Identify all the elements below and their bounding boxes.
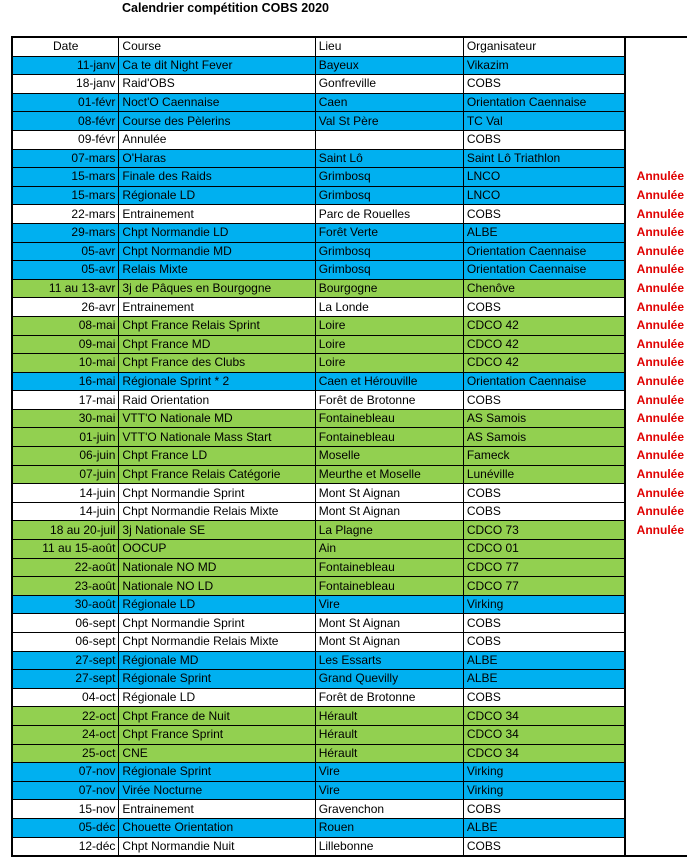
row-organisateur: CDCO 34 bbox=[463, 725, 625, 744]
row-course: Régionale LD bbox=[119, 688, 315, 707]
table-row bbox=[12, 409, 687, 428]
row-status bbox=[625, 763, 687, 782]
row-lieu: Gravenchon bbox=[315, 800, 463, 819]
row-course: Chpt France MD bbox=[119, 335, 315, 354]
row-status: Annulée bbox=[636, 243, 684, 258]
row-lieu: Fontainebleau bbox=[315, 577, 463, 596]
table-row bbox=[12, 800, 687, 819]
row-organisateur: Virking bbox=[463, 763, 625, 782]
row-course: Chpt France des Clubs bbox=[119, 354, 315, 373]
row-status bbox=[625, 837, 687, 856]
row-date: 30-août bbox=[12, 595, 119, 614]
header-course: Course bbox=[119, 37, 315, 56]
row-organisateur: Orientation Caennaise bbox=[463, 261, 625, 280]
row-status: Annulée bbox=[636, 448, 684, 463]
row-status bbox=[625, 56, 687, 75]
row-lieu: Moselle bbox=[315, 447, 463, 466]
row-course: Entrainement bbox=[119, 298, 315, 317]
row-lieu: Bayeux bbox=[315, 56, 463, 75]
row-date: 23-août bbox=[12, 577, 119, 596]
row-status: Annulée bbox=[636, 225, 684, 240]
row-lieu: Mont St Aignan bbox=[315, 633, 463, 652]
row-organisateur: Lunéville bbox=[463, 465, 625, 484]
table-row bbox=[12, 56, 687, 75]
row-course: O'Haras bbox=[119, 149, 315, 168]
row-status: Annulée bbox=[636, 355, 684, 370]
table-row bbox=[12, 540, 687, 559]
row-status: Annulée bbox=[636, 188, 684, 203]
table-row bbox=[12, 75, 687, 94]
table-row bbox=[12, 223, 687, 242]
row-course: Chpt Normandie Relais Mixte bbox=[119, 502, 315, 521]
row-date: 06-sept bbox=[12, 633, 119, 652]
row-course: Chpt France de Nuit bbox=[119, 707, 315, 726]
row-date: 16-mai bbox=[12, 372, 119, 391]
row-date: 06-juin bbox=[12, 447, 119, 466]
row-date: 12-déc bbox=[12, 837, 119, 856]
row-course: Annulée bbox=[119, 130, 315, 149]
table-row bbox=[12, 261, 687, 280]
row-lieu: Forêt de Brotonne bbox=[315, 391, 463, 410]
row-status: Annulée bbox=[636, 299, 684, 314]
row-course: Chpt France Sprint bbox=[119, 725, 315, 744]
row-lieu: Les Essarts bbox=[315, 651, 463, 670]
row-date: 07-nov bbox=[12, 763, 119, 782]
row-course: Ca te dit Night Fever bbox=[119, 56, 315, 75]
row-course: Raid'OBS bbox=[119, 75, 315, 94]
table-row bbox=[12, 447, 687, 466]
table-row bbox=[12, 335, 687, 354]
row-date: 09-févr bbox=[12, 130, 119, 149]
row-organisateur: COBS bbox=[463, 205, 625, 224]
row-organisateur: Saint Lô Triathlon bbox=[463, 149, 625, 168]
row-organisateur: COBS bbox=[463, 298, 625, 317]
row-organisateur: Orientation Caennaise bbox=[463, 242, 625, 261]
header-date: Date bbox=[12, 37, 119, 56]
table-row bbox=[12, 763, 687, 782]
row-course: Nationale NO MD bbox=[119, 558, 315, 577]
row-status: Annulée bbox=[636, 262, 684, 277]
row-status bbox=[625, 707, 687, 726]
row-date: 07-juin bbox=[12, 465, 119, 484]
table-row bbox=[12, 168, 687, 187]
row-lieu: Lillebonne bbox=[315, 837, 463, 856]
row-lieu: Forêt de Brotonne bbox=[315, 688, 463, 707]
row-organisateur: ALBE bbox=[463, 651, 625, 670]
row-date: 22-août bbox=[12, 558, 119, 577]
row-status bbox=[625, 633, 687, 652]
row-course: Raid Orientation bbox=[119, 391, 315, 410]
row-lieu bbox=[315, 130, 463, 149]
table-row bbox=[12, 428, 687, 447]
row-organisateur: COBS bbox=[463, 391, 625, 410]
row-organisateur: COBS bbox=[463, 688, 625, 707]
row-lieu: Mont St Aignan bbox=[315, 502, 463, 521]
table-row bbox=[12, 577, 687, 596]
row-course: Chpt Normandie Sprint bbox=[119, 484, 315, 503]
row-organisateur: COBS bbox=[463, 614, 625, 633]
row-course: OOCUP bbox=[119, 540, 315, 559]
row-course: Virée Nocturne bbox=[119, 781, 315, 800]
row-course: Entrainement bbox=[119, 205, 315, 224]
row-status: Annulée bbox=[636, 429, 684, 444]
row-date: 04-oct bbox=[12, 688, 119, 707]
row-status bbox=[625, 577, 687, 596]
row-date: 15-mars bbox=[12, 186, 119, 205]
table-row bbox=[12, 744, 687, 763]
table-row bbox=[12, 484, 687, 503]
row-lieu: Hérault bbox=[315, 744, 463, 763]
row-organisateur: CDCO 42 bbox=[463, 335, 625, 354]
row-course: Finale des Raids bbox=[119, 168, 315, 187]
row-date: 05-avr bbox=[12, 242, 119, 261]
row-date: 05-avr bbox=[12, 261, 119, 280]
calendar-table bbox=[11, 36, 687, 857]
header-row bbox=[12, 37, 687, 56]
row-date: 14-juin bbox=[12, 484, 119, 503]
row-organisateur: COBS bbox=[463, 837, 625, 856]
table-row bbox=[12, 316, 687, 335]
row-status bbox=[625, 112, 687, 131]
row-status: Annulée bbox=[636, 504, 684, 519]
table-row bbox=[12, 354, 687, 373]
row-course: Chouette Orientation bbox=[119, 818, 315, 837]
row-lieu: Meurthe et Moselle bbox=[315, 465, 463, 484]
row-organisateur: COBS bbox=[463, 502, 625, 521]
row-date: 25-oct bbox=[12, 744, 119, 763]
row-date: 10-mai bbox=[12, 354, 119, 373]
row-course: Chpt Normandie Relais Mixte bbox=[119, 633, 315, 652]
row-course: Régionale LD bbox=[119, 186, 315, 205]
row-course: Régionale LD bbox=[119, 595, 315, 614]
header-status bbox=[625, 37, 687, 56]
row-date: 11-janv bbox=[12, 56, 119, 75]
row-organisateur: Vikazim bbox=[463, 56, 625, 75]
row-lieu: Forêt Verte bbox=[315, 223, 463, 242]
table-row bbox=[12, 112, 687, 131]
row-lieu: Grimbosq bbox=[315, 186, 463, 205]
row-organisateur: COBS bbox=[463, 75, 625, 94]
row-status bbox=[625, 670, 687, 689]
row-lieu: Grand Quevilly bbox=[315, 670, 463, 689]
row-organisateur: Orientation Caennaise bbox=[463, 372, 625, 391]
table-row bbox=[12, 391, 687, 410]
row-date: 11 au 15-août bbox=[12, 540, 119, 559]
table-row bbox=[12, 205, 687, 224]
row-course: Entrainement bbox=[119, 800, 315, 819]
row-lieu: Gonfreville bbox=[315, 75, 463, 94]
row-course: Relais Mixte bbox=[119, 261, 315, 280]
table-row bbox=[12, 93, 687, 112]
row-course: Chpt Normandie MD bbox=[119, 242, 315, 261]
row-lieu: Fontainebleau bbox=[315, 428, 463, 447]
row-status bbox=[625, 744, 687, 763]
row-lieu: Fontainebleau bbox=[315, 558, 463, 577]
row-status: Annulée bbox=[636, 485, 684, 500]
row-lieu: Mont St Aignan bbox=[315, 484, 463, 503]
row-lieu: La Plagne bbox=[315, 521, 463, 540]
row-status bbox=[625, 614, 687, 633]
row-organisateur: LNCO bbox=[463, 168, 625, 187]
row-date: 22-oct bbox=[12, 707, 119, 726]
row-status: Annulée bbox=[636, 169, 684, 184]
row-status bbox=[625, 651, 687, 670]
row-lieu: Grimbosq bbox=[315, 168, 463, 187]
row-organisateur: ALBE bbox=[463, 223, 625, 242]
row-course: Noct'O Caennaise bbox=[119, 93, 315, 112]
row-organisateur: COBS bbox=[463, 130, 625, 149]
row-organisateur: CDCO 01 bbox=[463, 540, 625, 559]
row-status bbox=[625, 149, 687, 168]
row-organisateur: Chenôve bbox=[463, 279, 625, 298]
row-lieu: Loire bbox=[315, 354, 463, 373]
row-lieu: Vire bbox=[315, 763, 463, 782]
row-lieu: Rouen bbox=[315, 818, 463, 837]
row-organisateur: CDCO 77 bbox=[463, 577, 625, 596]
row-date: 29-mars bbox=[12, 223, 119, 242]
row-status bbox=[625, 725, 687, 744]
row-date: 30-mai bbox=[12, 409, 119, 428]
table-row bbox=[12, 781, 687, 800]
table-row bbox=[12, 688, 687, 707]
row-status: Annulée bbox=[636, 373, 684, 388]
row-status bbox=[625, 130, 687, 149]
row-status bbox=[625, 93, 687, 112]
table-row bbox=[12, 502, 687, 521]
row-date: 08-mai bbox=[12, 316, 119, 335]
row-organisateur: Virking bbox=[463, 595, 625, 614]
row-date: 06-sept bbox=[12, 614, 119, 633]
row-lieu: Ain bbox=[315, 540, 463, 559]
table-row bbox=[12, 372, 687, 391]
row-organisateur: CDCO 34 bbox=[463, 744, 625, 763]
row-course: 3j de Pâques en Bourgogne bbox=[119, 279, 315, 298]
table-row bbox=[12, 818, 687, 837]
row-organisateur: CDCO 42 bbox=[463, 354, 625, 373]
row-course: VTT'O Nationale MD bbox=[119, 409, 315, 428]
row-lieu: Vire bbox=[315, 781, 463, 800]
row-course: Régionale Sprint * 2 bbox=[119, 372, 315, 391]
row-date: 18-janv bbox=[12, 75, 119, 94]
table-row bbox=[12, 465, 687, 484]
table-row bbox=[12, 279, 687, 298]
row-status bbox=[625, 800, 687, 819]
row-status bbox=[625, 781, 687, 800]
row-date: 01-févr bbox=[12, 93, 119, 112]
row-lieu: Grimbosq bbox=[315, 242, 463, 261]
table-row bbox=[12, 521, 687, 540]
row-date: 11 au 13-avr bbox=[12, 279, 119, 298]
row-lieu: Grimbosq bbox=[315, 261, 463, 280]
row-course: Course des Pèlerins bbox=[119, 112, 315, 131]
header-organisateur: Organisateur bbox=[463, 37, 625, 56]
row-status: Annulée bbox=[636, 466, 684, 481]
row-organisateur: AS Samois bbox=[463, 428, 625, 447]
row-course: Régionale Sprint bbox=[119, 670, 315, 689]
table-row bbox=[12, 633, 687, 652]
row-course: CNE bbox=[119, 744, 315, 763]
row-organisateur: Fameck bbox=[463, 447, 625, 466]
row-course: 3j Nationale SE bbox=[119, 521, 315, 540]
row-status: Annulée bbox=[636, 281, 684, 296]
row-organisateur: AS Samois bbox=[463, 409, 625, 428]
row-lieu: Hérault bbox=[315, 725, 463, 744]
row-date: 15-nov bbox=[12, 800, 119, 819]
table-row bbox=[12, 130, 687, 149]
row-course: Régionale Sprint bbox=[119, 763, 315, 782]
table-row bbox=[12, 614, 687, 633]
row-date: 22-mars bbox=[12, 205, 119, 224]
row-date: 18 au 20-juil bbox=[12, 521, 119, 540]
row-organisateur: CDCO 42 bbox=[463, 316, 625, 335]
row-status: Annulée bbox=[636, 336, 684, 351]
row-lieu: Mont St Aignan bbox=[315, 614, 463, 633]
row-organisateur: COBS bbox=[463, 800, 625, 819]
calendar-body bbox=[12, 37, 687, 856]
table-row bbox=[12, 725, 687, 744]
row-organisateur: ALBE bbox=[463, 818, 625, 837]
row-course: Régionale MD bbox=[119, 651, 315, 670]
row-status: Annulée bbox=[636, 206, 684, 221]
header-lieu: Lieu bbox=[315, 37, 463, 56]
row-status bbox=[625, 558, 687, 577]
row-lieu: Fontainebleau bbox=[315, 409, 463, 428]
table-row bbox=[12, 558, 687, 577]
row-lieu: Saint Lô bbox=[315, 149, 463, 168]
page-title: Calendrier compétition COBS 2020 bbox=[122, 1, 330, 15]
row-date: 07-mars bbox=[12, 149, 119, 168]
table-row bbox=[12, 149, 687, 168]
row-lieu: Hérault bbox=[315, 707, 463, 726]
row-lieu: Bourgogne bbox=[315, 279, 463, 298]
row-date: 24-oct bbox=[12, 725, 119, 744]
row-date: 27-sept bbox=[12, 670, 119, 689]
row-date: 26-avr bbox=[12, 298, 119, 317]
table-row bbox=[12, 670, 687, 689]
table-row bbox=[12, 595, 687, 614]
row-lieu: Parc de Rouelles bbox=[315, 205, 463, 224]
row-course: Chpt France Relais Sprint bbox=[119, 316, 315, 335]
row-course: Nationale NO LD bbox=[119, 577, 315, 596]
row-organisateur: Orientation Caennaise bbox=[463, 93, 625, 112]
row-lieu: Caen et Hérouville bbox=[315, 372, 463, 391]
table-row bbox=[12, 707, 687, 726]
row-course: Chpt Normandie Nuit bbox=[119, 837, 315, 856]
table-row bbox=[12, 651, 687, 670]
row-course: Chpt France Relais Catégorie bbox=[119, 465, 315, 484]
row-course: VTT'O Nationale Mass Start bbox=[119, 428, 315, 447]
row-lieu: Val St Père bbox=[315, 112, 463, 131]
row-course: Chpt Normandie Sprint bbox=[119, 614, 315, 633]
row-date: 17-mai bbox=[12, 391, 119, 410]
row-lieu: La Londe bbox=[315, 298, 463, 317]
row-lieu: Loire bbox=[315, 335, 463, 354]
row-date: 05-déc bbox=[12, 818, 119, 837]
row-organisateur: Virking bbox=[463, 781, 625, 800]
row-status: Annulée bbox=[636, 318, 684, 333]
table-row bbox=[12, 242, 687, 261]
row-organisateur: COBS bbox=[463, 633, 625, 652]
table-row bbox=[12, 298, 687, 317]
row-date: 15-mars bbox=[12, 168, 119, 187]
table-row bbox=[12, 186, 687, 205]
row-organisateur: CDCO 34 bbox=[463, 707, 625, 726]
row-date: 01-juin bbox=[12, 428, 119, 447]
row-date: 14-juin bbox=[12, 502, 119, 521]
row-status bbox=[625, 540, 687, 559]
row-date: 07-nov bbox=[12, 781, 119, 800]
table-row bbox=[12, 837, 687, 856]
row-status: Annulée bbox=[636, 522, 684, 537]
row-status bbox=[625, 75, 687, 94]
row-course: Chpt Normandie LD bbox=[119, 223, 315, 242]
row-organisateur: CDCO 73 bbox=[463, 521, 625, 540]
row-organisateur: TC Val bbox=[463, 112, 625, 131]
row-status bbox=[625, 688, 687, 707]
row-lieu: Caen bbox=[315, 93, 463, 112]
row-date: 09-mai bbox=[12, 335, 119, 354]
row-status bbox=[625, 595, 687, 614]
row-date: 27-sept bbox=[12, 651, 119, 670]
row-lieu: Loire bbox=[315, 316, 463, 335]
row-lieu: Vire bbox=[315, 595, 463, 614]
row-date: 08-févr bbox=[12, 112, 119, 131]
row-course: Chpt France LD bbox=[119, 447, 315, 466]
row-organisateur: COBS bbox=[463, 484, 625, 503]
row-status: Annulée bbox=[636, 392, 684, 407]
row-organisateur: ALBE bbox=[463, 670, 625, 689]
row-organisateur: CDCO 77 bbox=[463, 558, 625, 577]
row-organisateur: LNCO bbox=[463, 186, 625, 205]
row-status: Annulée bbox=[636, 411, 684, 426]
row-status bbox=[625, 818, 687, 837]
